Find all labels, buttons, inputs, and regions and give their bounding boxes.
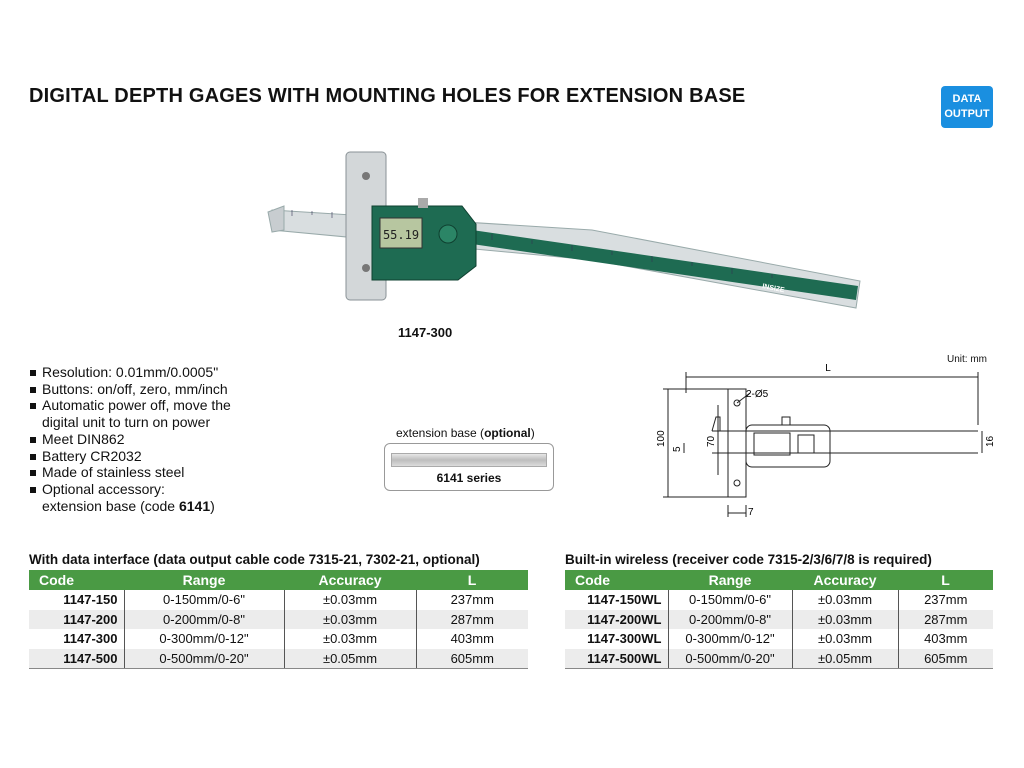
feature-item-continued: digital unit to turn on power: [42, 414, 211, 431]
unit-label: Unit: mm: [947, 354, 987, 365]
extension-base-box: [384, 443, 554, 491]
cell-code: 1147-200: [29, 610, 124, 630]
col-header-code: Code: [29, 570, 124, 590]
cell-range: 0-200mm/0-8": [124, 610, 284, 630]
col-header-l: L: [898, 570, 993, 590]
badge-line-2: OUTPUT: [944, 108, 990, 120]
thumb-wheel: [418, 198, 428, 208]
feature-item: Optional accessory:: [29, 481, 231, 498]
badge-line-1: DATA: [952, 93, 982, 105]
feature-item: Meet DIN862: [29, 431, 231, 448]
spec-table-left: [29, 570, 528, 669]
col-header-l: L: [416, 570, 528, 590]
col-header-accuracy: Accuracy: [792, 570, 898, 590]
cell-l: 605mm: [416, 649, 528, 669]
dim-L: L: [825, 363, 831, 374]
cell-accuracy: ±0.03mm: [792, 610, 898, 630]
cell-range: 0-150mm/0-6": [124, 590, 284, 610]
ruler-left-tip: [268, 206, 284, 232]
feature-list: [29, 364, 231, 514]
col-header-code: Code: [565, 570, 668, 590]
cell-l: 287mm: [416, 610, 528, 630]
cell-code: 1147-500WL: [565, 649, 668, 669]
cell-range: 0-300mm/0-12": [124, 629, 284, 649]
extension-base-label: [396, 426, 535, 440]
cell-l: 287mm: [898, 610, 993, 630]
table-header-row: [29, 570, 528, 590]
button-icon: [439, 225, 457, 243]
cell-accuracy: ±0.05mm: [792, 649, 898, 669]
table-row: [565, 610, 993, 630]
mounting-hole-bottom: [362, 264, 370, 272]
table-row: [565, 629, 993, 649]
cell-code: 1147-300WL: [565, 629, 668, 649]
feature-item: Resolution: 0.01mm/0.0005": [29, 364, 231, 381]
cell-accuracy: ±0.03mm: [792, 590, 898, 610]
cell-code: 1147-150WL: [565, 590, 668, 610]
cell-range: 0-500mm/0-20": [668, 649, 792, 669]
col-header-accuracy: Accuracy: [284, 570, 416, 590]
dim-holes: 2-Ø5: [746, 389, 769, 400]
cell-range: 0-150mm/0-6": [668, 590, 792, 610]
feature-item: Made of stainless steel: [29, 464, 231, 481]
cell-accuracy: ±0.03mm: [792, 629, 898, 649]
feature-item: Automatic power off, move the: [29, 397, 231, 414]
ruler-scale-green: [472, 230, 858, 300]
feature-item: Buttons: on/off, zero, mm/inch: [29, 381, 231, 398]
cell-code: 1147-300: [29, 629, 124, 649]
cell-range: 0-500mm/0-20": [124, 649, 284, 669]
spec-table-right: [565, 570, 993, 669]
ext-label-suffix: ): [530, 426, 535, 440]
table-header-row: [565, 570, 993, 590]
table-row: [565, 590, 993, 610]
dim-100: 100: [656, 430, 667, 447]
brand-logo: INSIZE: [761, 283, 786, 295]
cell-accuracy: ±0.03mm: [284, 590, 416, 610]
dim-70: 70: [706, 435, 717, 447]
ext-label-prefix: extension base (: [396, 426, 485, 440]
dim-16: 16: [985, 435, 996, 447]
col-header-range: Range: [124, 570, 284, 590]
cell-l: 237mm: [450, 592, 494, 608]
cell-l: 403mm: [924, 631, 968, 647]
cell-code: 1147-150: [29, 590, 124, 610]
table-row: [29, 649, 528, 669]
dim-5: 5: [672, 446, 683, 452]
feature-code: 6141: [178, 497, 211, 514]
cell-range: 0-200mm/0-8": [668, 610, 792, 630]
cell-accuracy: ±0.05mm: [284, 649, 416, 669]
data-output-badge: [941, 86, 993, 128]
cell-accuracy: ±0.03mm: [284, 610, 416, 630]
diagram-base: [728, 389, 746, 497]
table-right-title: Built-in wireless (receiver code 7315-2/3/6/7/8 is required): [565, 552, 932, 567]
feature-text-end: ): [210, 497, 215, 514]
dimension-diagram: [650, 355, 1000, 525]
extension-base-image: [391, 453, 547, 467]
feature-item: Battery CR2032: [29, 448, 231, 465]
cell-l: 605mm: [898, 649, 993, 669]
cell-l: 237mm: [924, 592, 968, 608]
page-title: DIGITAL DEPTH GAGES WITH MOUNTING HOLES FOR EXTENSION BASE: [29, 85, 746, 107]
table-row: [29, 610, 528, 630]
cell-l: 403mm: [450, 631, 494, 647]
depth-gage-image: [262, 148, 862, 318]
cell-code: 1147-500: [29, 649, 124, 669]
dim-7: 7: [748, 507, 754, 518]
table-row: [29, 590, 528, 610]
cell-range: 0-300mm/0-12": [668, 629, 792, 649]
table-left-title: With data interface (data output cable code 7315-21, 7302-21, optional): [29, 552, 480, 567]
extension-series: 6141 series: [436, 471, 502, 485]
cell-accuracy: ±0.03mm: [284, 629, 416, 649]
table-row: [565, 649, 993, 669]
col-header-range: Range: [668, 570, 792, 590]
cell-code: 1147-200WL: [565, 610, 668, 630]
feature-text: extension base (code: [42, 497, 179, 514]
lcd-value: 55.19: [382, 228, 420, 242]
table-row: [29, 629, 528, 649]
mounting-hole-top: [362, 172, 370, 180]
feature-item-continued: [29, 498, 231, 515]
model-label: 1147-300: [398, 325, 453, 340]
ext-label-optional: optional: [484, 426, 531, 440]
